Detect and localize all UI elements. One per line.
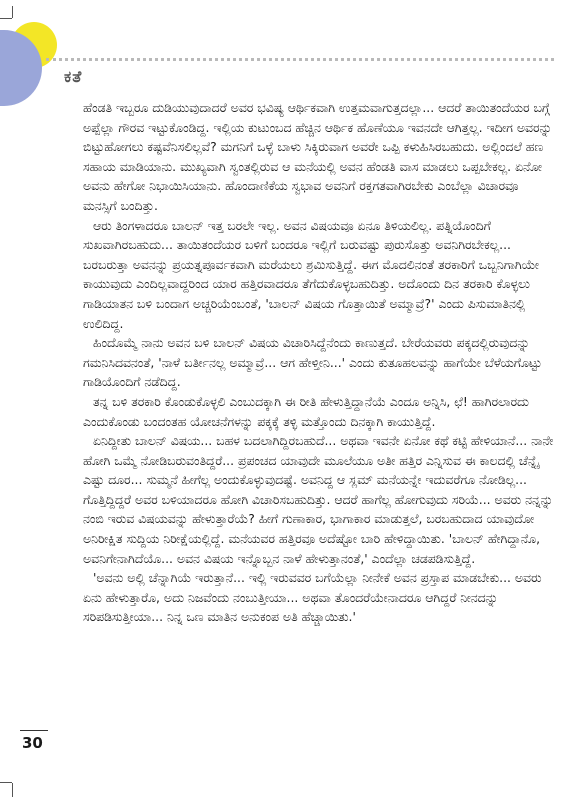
crop-mark: [0, 18, 12, 19]
dotted-header-rule: [46, 58, 554, 61]
page-number-rule: [20, 730, 48, 731]
article-body: [83, 98, 555, 627]
page-number: 30: [22, 734, 43, 752]
crop-mark: [0, 782, 12, 783]
crop-mark: [12, 783, 13, 797]
crop-mark: [12, 6, 13, 18]
paragraph: ಹಿಂದೊಮ್ಮೆ ನಾನು ಅವನ ಬಳಿ ಬಾಲನ್ ವಿಷಯ ವಿಚಾರಿಸಿದ್ದೆನೆಂದು ಕಾಣುತ್ತದೆ. ಬೇರೆಯವರು ಪಕ್ಕದಲ್ಲಿರುವುದನ್ನು ಗಮನಿಸಿದವನಂತೆ, 'ನಾಳೆ ಬರ್ತೀನಲ್ಲ ಅಮ್ಮಾವ್ರೆ... ಆಗ ಹೇಳ್ತೀನಿ...' ಎಂದು ಕುತೂಹಲವನ್ನು ಹಾಗೆಯೇ ಬೆಳೆಯಗೊಟ್ಟು ಗಾಡಿಯೊಂದಿಗೆ ನಡೆದಿದ್ದ.: [83, 335, 542, 390]
paragraph: ಆರು ತಿಂಗಳಾದರೂ ಬಾಲನ್ ಇತ್ತ ಬರಲೇ ಇಲ್ಲ. ಅವನ ವಿಷಯವೂ ಏನೂ ತಿಳಿಯಲಿಲ್ಲ. ಪತ್ನಿಯೊಂದಿಗೆ ಸುಖವಾಗಿರಬಹುದು... ತಾಯಿತಂದೆಯರ ಬಳಿಗೆ ಬಂದರೂ ಇಲ್ಲಿಗೆ ಬರುವಷ್ಟು ಪುರುಸೊತ್ತು ಅವನಿಗಿರಬೇಕಲ್ಲ... ಬರಬರುತ್ತಾ ಅವನನ್ನು ಪ್ರಯತ್ನಪೂರ್ವಕವಾಗಿ ಮರೆಯಲು ಶ್ರಮಿಸುತ್ತಿದ್ದೆ. ಈಗ ಮೊದಲಿನಂತೆ ತರಕಾರಿಗೆ ಒಬ್ಬನಿಗಾಗಿಯೇ ಕಾಯುವುದು ಎಂದಿಲ್ಲವಾದ್ದರಿಂದ ಯಾರ ಹತ್ತಿರವಾದರೂ ತೆಗೆದುಕೊಳ್ಳಬಹುದಿತ್ತು. ಅದೊಂದು ದಿನ ತರಕಾರಿ ಕೊಳ್ಳಲು ಗಾಡಿಯಾತನ ಬಳಿ ಬಂದಾಗ ಅಚ್ಚರಿಯೆಂಬಂತೆ, 'ಬಾಲನ್ ವಿಷಯ ಗೊತ್ತಾಯಿತೆ ಅಮ್ಮಾವ್ರೆ?' ಎಂದು ಪಿಸುಮಾತಿನಲ್ಲಿ ಉಲಿದಿದ್ದ.: [83, 217, 539, 331]
paragraph: ಹೆಂಡತಿ ಇಬ್ಬರೂ ದುಡಿಯುವುದಾದರೆ ಅವರ ಭವಿಷ್ಯ ಆರ್ಥಿಕವಾಗಿ ಉತ್ತಮವಾಗುತ್ತದಲ್ಲಾ... ಆದರೆ ತಾಯಿತಂದೆಯರ ಬಗ್ಗೆ ಅಪ್ಪೆಲ್ಲಾ ಗೌರವ ಇಟ್ಟುಕೊಂಡಿದ್ದ. ಇಲ್ಲಿಯ ಕುಟುಂಬದ ಹೆಚ್ಚಿನ ಆರ್ಥಿಕ ಹೊಣೆಯೂ ಇವನದೇ ಆಗಿತ್ತಲ್ಲ. ಇದೀಗ ಅವರನ್ನು ಬಿಟ್ಟುಹೋಗಲು ಕಷ್ಟವೆನಿಸಲಿಲ್ಲವೆ? ಮಗನಿಗೆ ಒಳ್ಳೆ ಬಾಳು ಸಿಕ್ಕಿರುವಾಗ ಅವರೇ ಒಪ್ಪಿ ಕಳುಹಿಸಿರಬಹುದು. ಅಲ್ಲಿಂದಲೆ ಹಣ ಸಹಾಯ ಮಾಡಿಯಾನು. ಮುಖ್ಯವಾಗಿ ಸ್ವಂತಲ್ಲಿರುವ ಆ ಮನೆಯಲ್ಲಿ ಅವನ ಹೆಂಡತಿ ವಾಸ ಮಾಡಲು ಒಪ್ಪಬೇಕಲ್ಲ. ಏನೋ ಅವನು ಹೇಗೋ ನಿಭಾಯಿಸಿಯಾನು. ಹೊಂದಾಣಿಕೆಯ ಸ್ವಭಾವ ಅವನಿಗೆ ರಕ್ತಗತವಾಗಿರಬೇಕು ಎಂಬೆಲ್ಲಾ ವಿಚಾರವೂ ಮನಸ್ಸಿಗೆ ಬಂದಿತ್ತು.: [83, 100, 553, 213]
paragraph: 'ಅವನು ಅಲ್ಲಿ ಚೆನ್ನಾಗಿಯೆ ಇರುತ್ತಾನೆ... ಇಲ್ಲಿ ಇರುವವರ ಬಗೆಯೆಲ್ಲಾ ನೀನೇಕೆ ಅವನ ಪ್ರಸ್ತಾಪ ಮಾಡಬೇಕು... ಅವರು ಏನು ಹೇಳುತ್ತಾರೊ, ಅದು ನಿಜವೆಂದು ನಂಬುತ್ತೀಯಾ... ಅಥವಾ ತೊಂದರೆಯೇನಾದರೂ ಆಗಿದ್ದರೆ ನೀನದನ್ನು ಸರಿಪಡಿಸುತ್ತೀಯಾ... ನಿನ್ನ ಒಣ ಮಾತಿನ ಅನುಕಂಪ ಅತಿ ಹೆಚ್ಚಾಯಿತು.': [83, 570, 542, 625]
paragraph: ತನ್ನ ಬಳಿ ತರಕಾರಿ ಕೊಂಡುಕೊಳ್ಳಲಿ ಎಂಬುದಕ್ಕಾಗಿ ಈ ರೀತಿ ಹೇಳುತ್ತಿದ್ದಾನೆಯೆ ಎಂದೂ ಅನ್ನಿಸಿ, ಛೆ! ಹಾಗಿರಲಾರದು ಎಂದುಕೊಂಡು ಬಂದಂತಹ ಯೋಚನೆಗಳನ್ನು ಪಕ್ಕಕ್ಕೆ ತಳ್ಳಿ ಮತ್ತೊಂದು ದಿನಕ್ಕಾಗಿ ಕಾಯುತ್ತಿದ್ದೆ.: [83, 393, 529, 429]
section-title: ಕತೆ: [64, 67, 83, 86]
paragraph: ಏನಿದ್ದೀತು ಬಾಲನ್ ವಿಷಯ... ಬಹಳ ಬದಲಾಗಿದ್ದಿರಬಹುದೆ... ಅಥವಾ ಇವನೇ ಏನೋ ಕಥೆ ಕಟ್ಟಿ ಹೇಳಿಯಾನೆ... ನಾನೇ ಹೋಗಿ ಒಮ್ಮೆ ನೋಡಿಬರುವಂತಿದ್ದರೆ... ಪ್ರಪಂಚದ ಯಾವುದೇ ಮೂಲೆಯೂ ಅತೀ ಹತ್ತಿರ ಎನ್ನಿಸುವ ಈ ಕಾಲದಲ್ಲಿ ಚೆನ್ನೈ ಎಷ್ಟು ದೂರ... ಸುಮ್ಮನೆ ಹೀಗೆಲ್ಲ ಅಂದುಕೊಳ್ಳುವುದಷ್ಟೆ. ಅವನಿದ್ದ ಆ ಸ್ಲಮ್ ಮನೆಯನ್ನೇ ಇದುವರೆಗೂ ನೋಡಿಲ್ಲ... ಗೊತ್ತಿದ್ದಿದ್ದರೆ ಅವರ ಬಳಿಯಾದರೂ ಹೋಗಿ ವಿಚಾರಿಸಬಹುದಿತ್ತು. ಆದರೆ ಹಾಗೆಲ್ಲ ಹೋಗುವುದು ಸರಿಯೆ... ಅವರು ನನ್ನನ್ನು ನಂಬಿ ಇರುವ ವಿಷಯವನ್ನು ಹೇಳುತ್ತಾರೆಯೆ? ಹೀಗೆ ಗುಣಾಕಾರ, ಭಾಗಾಕಾರ ಮಾಡುತ್ತಲೆ, ಬರಬಹುದಾದ ಯಾವುದೋ ಅನಿರೀಕ್ಷಿತ ಸುದ್ದಿಯ ನಿರೀಕ್ಷೆಯಲ್ಲಿದ್ದೆ. ಮನೆಯವರ ಹತ್ತಿರವೂ ಅದೆಷ್ಟೋ ಬಾರಿ ಹೇಳಿದ್ದಾಯಿತು. 'ಬಾಲನ್ ಹೇಗಿದ್ದಾನೊ, ಅವನಿಗೇನಾಗಿದೆಯೊ... ಅವನ ವಿಷಯ ಇನ್ನೊಬ್ಬನ ನಾಳೆ ಹೇಳುತ್ತಾನಂತೆ,' ಎಂದೆಲ್ಲಾ ಚಡಪಡಿಸುತ್ತಿದ್ದೆ.: [83, 433, 554, 566]
